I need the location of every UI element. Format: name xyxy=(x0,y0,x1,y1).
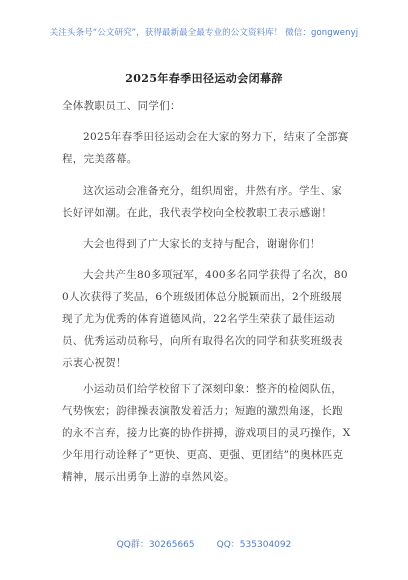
document-title: 2025年春季田径运动会闭幕辞 xyxy=(125,72,283,85)
footer-qq-number: QQ：535304092 xyxy=(216,540,292,550)
paragraph-2: 这次运动会准备充分，组织周密，井然有序。学生、家长好评如潮。在此，我代表学校向全校教职工表示感谢！ xyxy=(62,185,343,219)
paragraph-5: 小运动员们给学校留下了深刻印象：整齐的检阅队伍，气势恢宏；韵律操表演散发着活力；短跑的激烈角逐，长跑的永不言弃，接力比赛的协作拼搏，游戏项目的灵巧操作，X少年用行动诠释了“更快、更高、更强、更团结”的奥林匹克精神，展示出勇争上游的卓然风姿。 xyxy=(62,383,351,483)
paragraph-4: 大会共产生80多项冠军，400多名同学获得了名次，800人次获得了奖品，6个班级团体总分脱颖而出，2个班级展现了尤为优秀的体育道德风尚，22名学生荣获了最佳运动员、优秀运动员称号，向所有取得名次的同学和获奖班级表示衷心祝贺！ xyxy=(62,269,348,369)
greeting-line: 全体教职员工、同学们： xyxy=(62,100,181,112)
header-notice: 关注头条号“公文研究”，获得最新最全最专业的公文资料库！ 微信：gongwenyj xyxy=(49,28,359,38)
footer-contact xyxy=(0,537,408,550)
paragraph-3: 大会也得到了广大家长的支持与配合，谢谢你们！ xyxy=(83,238,321,250)
paragraph-1: 2025年春季田径运动会在大家的努力下，结束了全部赛程，完美落幕。 xyxy=(62,131,349,165)
footer-qq-group: QQ群：30265665 xyxy=(116,540,195,550)
